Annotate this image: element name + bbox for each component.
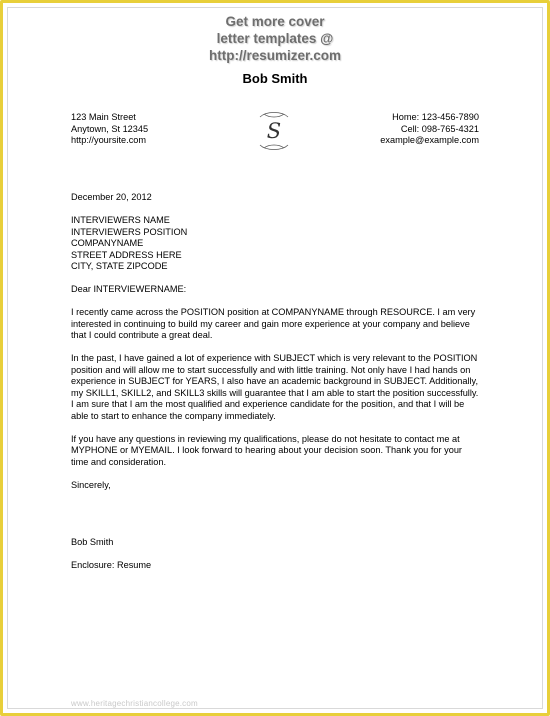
paragraph-2: In the past, I have gained a lot of experience with SUBJECT which is very relevant to the POSITION position and will allow me to start successfully and with little training. Not only have I had hands on experience in SUBJECT for YEARS, I also have an academic background in SUBJECT. Additionally, my SKILL1, SKILL2, and SKILL3 skills will guarantee that I am able to start the position successfully. I am sure that I am the most qualified and experience candidate for the position, and that I will be able to start to enhance the company immediately. [71,353,479,421]
recipient-company: COMPANYNAME [71,238,144,248]
closing: Sincerely, [71,479,111,490]
recipient-position: INTERVIEWERS POSITION [71,226,188,237]
recipient-name: INTERVIEWERS NAME [71,215,170,225]
monogram-letter: S [266,119,282,143]
street-address: 123 Main Street [71,112,136,122]
watermark-text: www.heritagechristiancollege.com [71,699,198,708]
letter-body [71,192,481,572]
recipient-street: STREET ADDRESS HERE [71,249,182,260]
city-state-zip: Anytown, St 12345 [71,123,149,134]
promo-banner [0,13,550,64]
monogram-ornament-icon [256,110,292,152]
email-link[interactable]: example@example.com [380,135,479,145]
letter-date: December 20, 2012 [71,192,152,202]
sender-address [71,112,148,147]
paragraph-3: If you have any questions in reviewing my qualifications, please do not hesitate to contact me at MYPHONE or MYEMAIL. I look forward to hearing about your decision soon. Thank you for your time and consideration. [71,433,462,467]
letterhead-name: Bob Smith [242,71,308,86]
cell-phone: Cell: 098-765-4321 [400,123,479,134]
signature-name: Bob Smith [71,537,114,547]
enclosure-note: Enclosure: Resume [71,560,152,570]
promo-line-2: letter templates @ [216,31,334,46]
sender-contact [380,112,479,147]
recipient-block [71,215,481,273]
promo-line-1: Get more cover [225,14,325,29]
home-phone: Home: 123-456-7890 [392,112,479,122]
promo-url[interactable]: http://resumizer.com [208,48,342,63]
paragraph-1: I recently came across the POSITION position at COMPANYNAME through RESOURCE. I am very interested in continuing to build my career and gain more experience at your company and believe that I could contribute a great deal. [71,307,476,340]
recipient-city: CITY, STATE ZIPCODE [71,261,168,271]
salutation: Dear INTERVIEWERNAME: [71,284,187,294]
website-link[interactable]: http://yoursite.com [71,135,147,145]
